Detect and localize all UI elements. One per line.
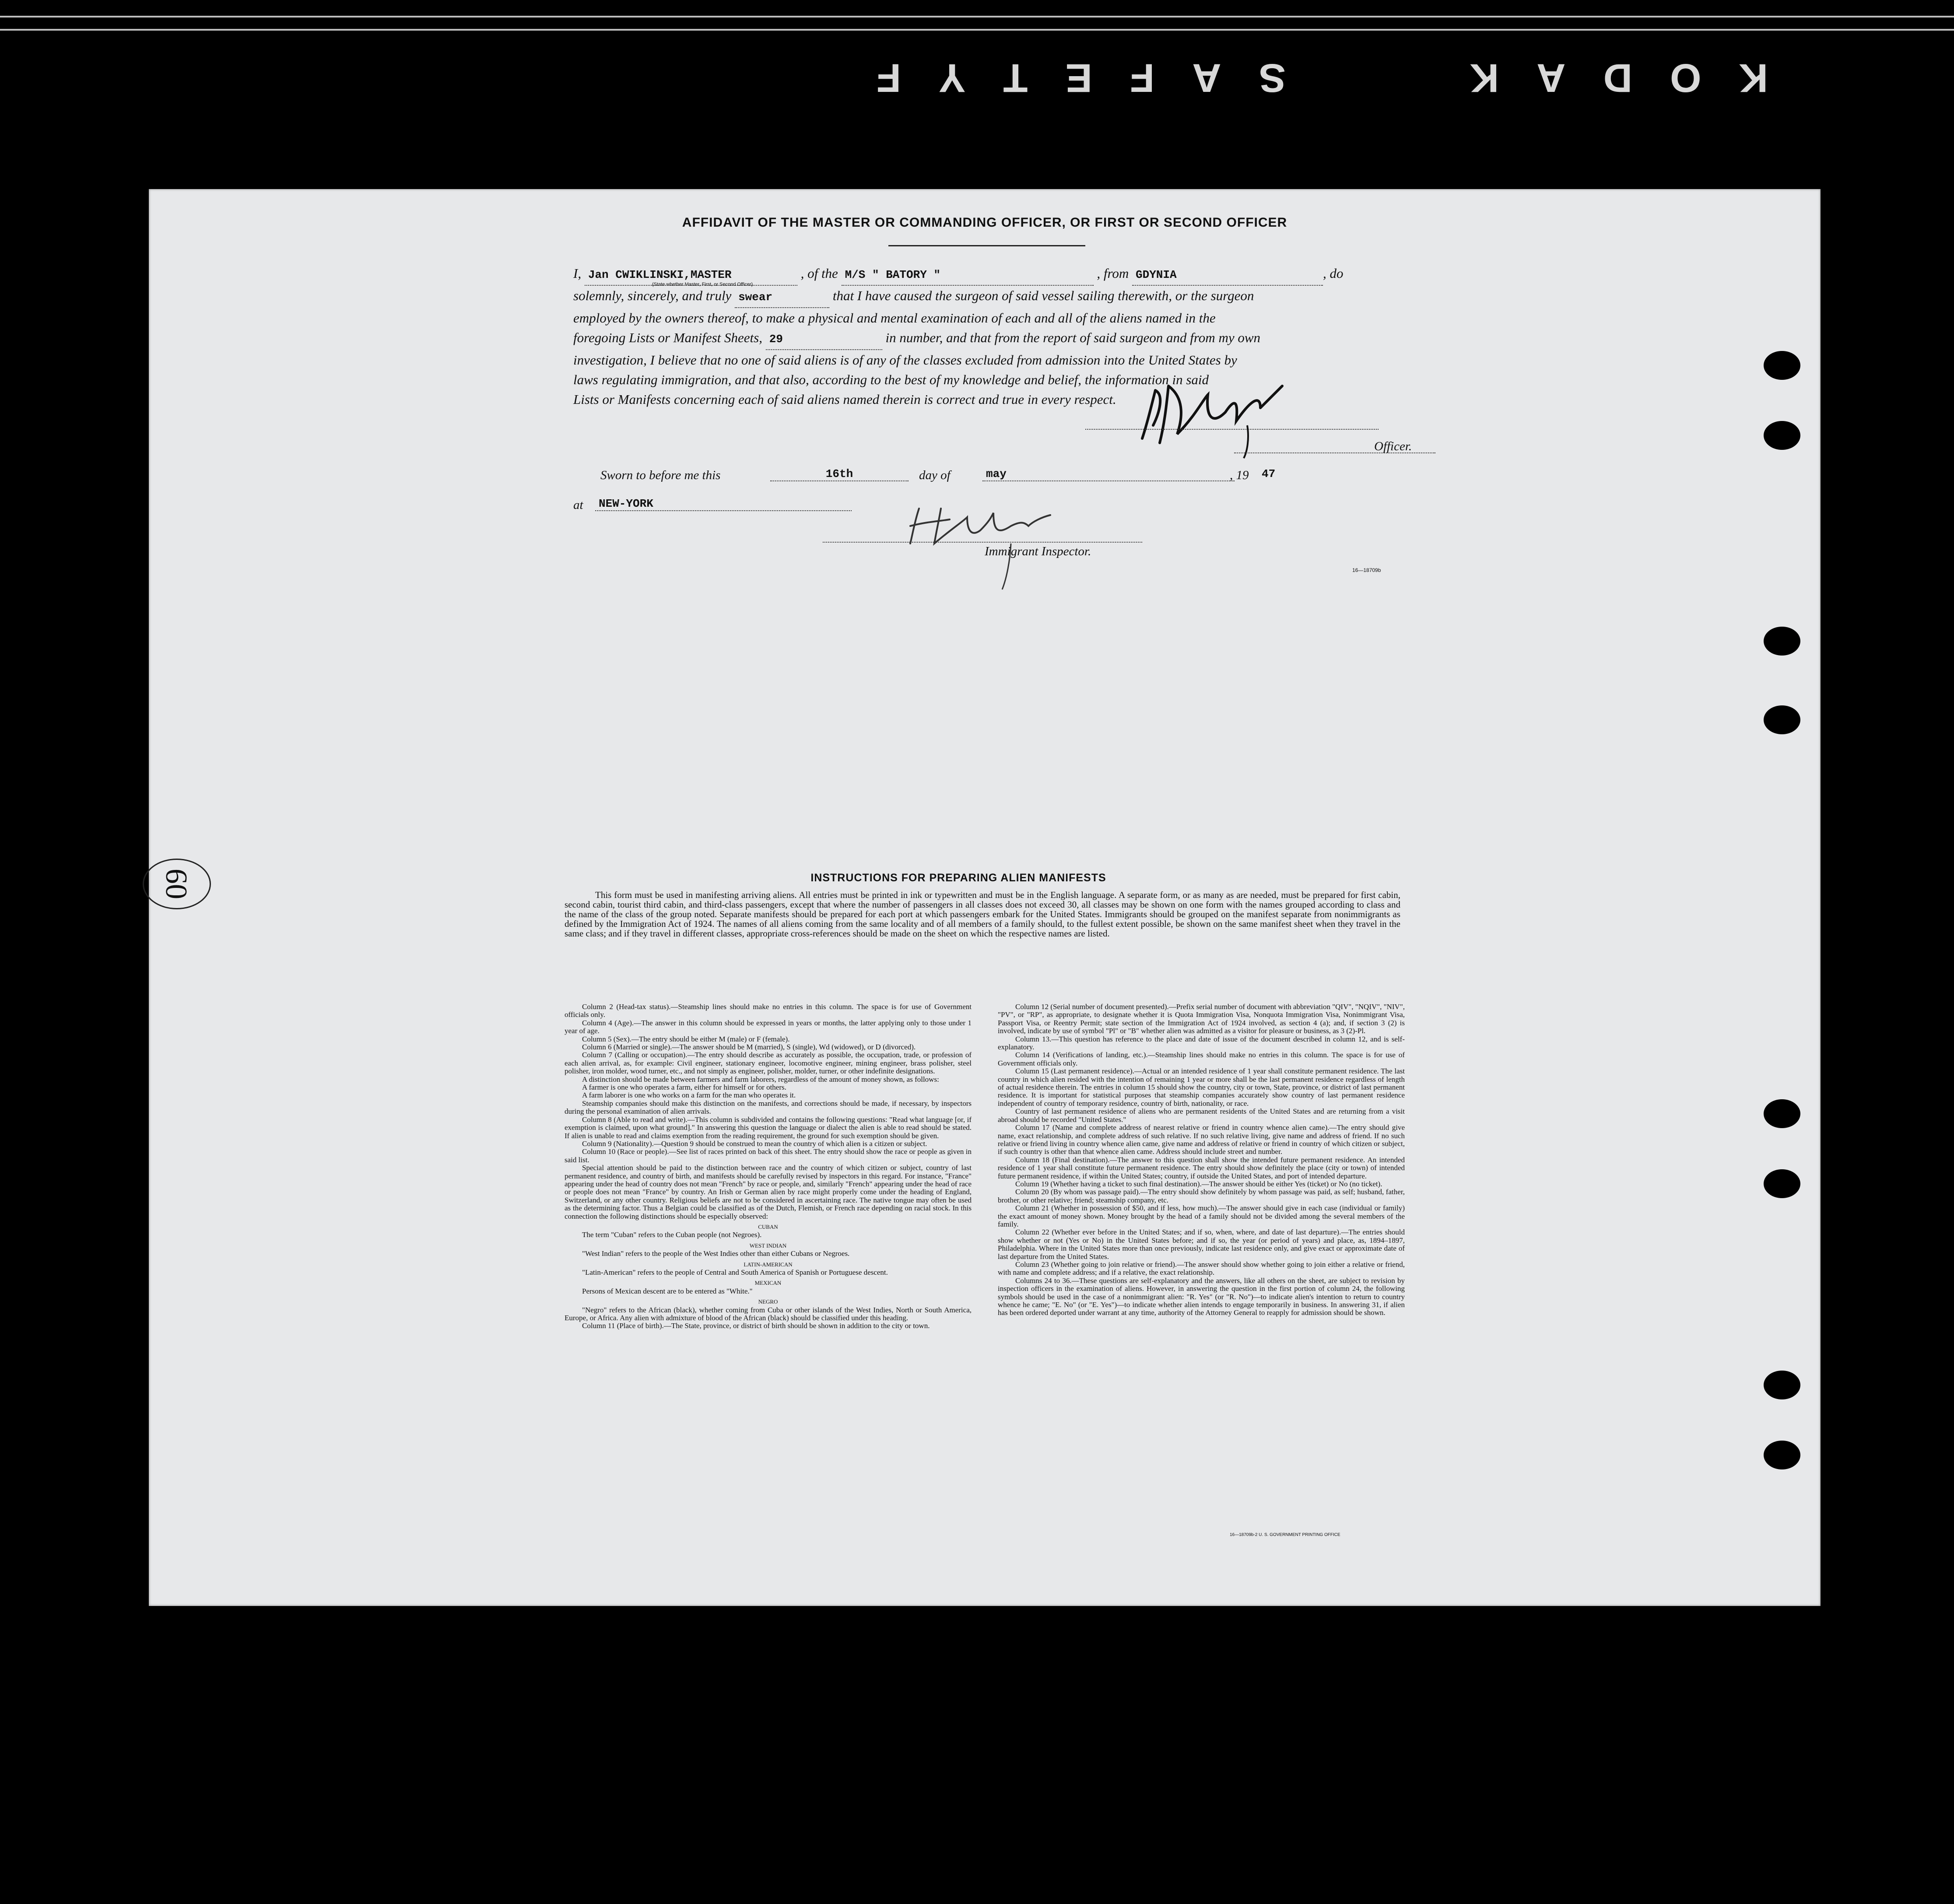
film-edge-line	[0, 29, 1954, 31]
departure-port-field: GDYNIA	[1132, 265, 1323, 286]
instruction-paragraph: Column 7 (Calling or occupation).—The entry should describe as accurately as possible, the occupation, trade, or profession of each alien arrival, as, for example: Civil engineer, stationary engineer, locomotive engineer, mining engineer, brass polisher, steel polisher, iron molder, wood turner, etc., and not simply as engineer, polisher, molder, turner, or other indefinite designations.	[565, 1051, 972, 1076]
oath-type-field: swear	[735, 288, 829, 308]
instructions-left-column	[565, 1003, 972, 1330]
punch-hole	[1764, 1441, 1800, 1469]
sworn-text: Sworn to before me this	[600, 468, 721, 482]
instruction-paragraph: Country of last permanent residence of aliens who are permanent residents of the United States and are returning from a visit abroad should be recorded "United States."	[998, 1107, 1405, 1124]
race-group-heading: LATIN-AMERICAN	[744, 1261, 793, 1268]
sworn-year-prefix: , 19	[1230, 468, 1249, 482]
instruction-paragraph: Column 14 (Verifications of landing, etc.).—Steamship lines should make no entries in this column. The space is for use of Government officials only.	[998, 1051, 1405, 1067]
inspector-signature-line	[823, 542, 1142, 543]
instruction-paragraph: Column 12 (Serial number of document presented).—Prefix serial number of document with abbreviation "QIV", "NQIV", "NIV", "PV", or "RP", as appropriate, to designate whether it is Quota Immigration Visa, Nonquota Immigration Visa, Nonimmigrant Visa, Passport Visa, or Reentry Permit; state section of the Immigration Act of 1924 involved, as section 4 (a); and, if section 3 (2) is involved, indicate by use of symbol "Pl" or "B" whether alien was admitted as a visitor for pleasure or business, as 3 (2)-Pl.	[998, 1003, 1405, 1035]
instruction-paragraph: A distinction should be made between farmers and farm laborers, regardless of the amount of money shown, as follows:	[582, 1075, 939, 1083]
race-group-heading: MEXICAN	[754, 1280, 782, 1287]
officer-label: Officer.	[1374, 439, 1412, 453]
film-edge-line	[0, 16, 1954, 18]
sworn-month-field: may	[982, 467, 1235, 481]
punch-hole	[1764, 421, 1800, 450]
affidavit-text: , do	[1323, 266, 1344, 281]
sworn-year-field: 47	[1262, 467, 1276, 480]
instruction-paragraph: Column 19 (Whether having a ticket to such final destination).—The answer should be either Yes (ticket) or No (no ticket).	[1015, 1179, 1382, 1188]
affidavit-text: in number, and that from the report of said surgeon and from my own	[885, 330, 1261, 345]
printer-footer: 16—18709b-2 U. S. GOVERNMENT PRINTING OFFICE	[1230, 1532, 1340, 1537]
film-edge-code: KODAK SAFETYF	[838, 56, 1768, 100]
instructions-right-column	[998, 1003, 1405, 1317]
instruction-paragraph: Column 4 (Age).—The answer in this column should be expressed in years or months, the latter applying only to those under 1 year of age.	[565, 1018, 972, 1035]
instruction-paragraph: Column 2 (Head-tax status).—Steamship lines should make no entries in this column. The space is for use of Government officials only.	[565, 1003, 972, 1019]
instruction-paragraph: Column 10 (Race or people).—See list of races printed on back of this sheet. The entry should show the race or people as given in said list.	[565, 1147, 972, 1164]
instruction-paragraph: Column 13.—This question has reference to the place and date of issue of the document described in column 12, and is self-explanatory.	[998, 1034, 1405, 1052]
race-group-heading: CUBAN	[758, 1223, 778, 1230]
instruction-paragraph: Special attention should be paid to the distinction between race and the country of which citizen or subject, country of last permanent residence, and country of birth, and manifests should be carefully revised by inspectors in this regard. For instance, "France" appearing under the head of country does not mean "French" by race or people, and, similarly "French" appearing under the head of race or people does not mean "France" by country. An Irish or German alien by race might properly come under the heading of England, Switzerland, or any other country. Religious beliefs are not to be considered in ascertaining race. The native tongue may often be used as the determining factor. Thus a Belgian could be classified as of the Dutch, Flemish, or French race depending on racial stock. In this connection the following distinctions should be especially observed:	[565, 1164, 972, 1220]
affidavit-line: laws regulating immigration, and that also, according to the best of my knowledge and belief, the information in said	[573, 372, 1209, 387]
officer-rank-note: (State whether Master, First, or Second Officer)	[652, 282, 753, 287]
affidavit-text: that I have caused the surgeon of said vessel sailing therewith, or the surgeon	[832, 288, 1254, 303]
instruction-paragraph: Column 6 (Married or single).—The answer should be M (married), S (single), Wd (widowed), or D (divorced).	[582, 1043, 916, 1052]
title-underline	[888, 245, 1085, 246]
instruction-paragraph: Column 9 (Nationality).—Question 9 should be construed to mean the country of which alien is a citizen or subject.	[582, 1139, 927, 1148]
race-group-text: Persons of Mexican descent are to be entered as "White."	[582, 1287, 753, 1295]
instruction-paragraph: Column 17 (Name and complete address of nearest relative or friend in country whence alien came).—The entry should give name, exact relationship, and complete address of such relative. If no such relative living, give name and address of friend. If no such relative or friend living in country whence alien came, give name and address of relative or friend in country of which citizen or subject, if such country is other than that whence alien came. Address should include street and number.	[998, 1123, 1405, 1156]
race-group-heading: WEST INDIAN	[749, 1242, 787, 1249]
officer-signature-line	[1085, 429, 1379, 431]
affidavit-text: , from	[1097, 266, 1129, 281]
instruction-paragraph: Columns 24 to 36.—These questions are self-explanatory and the answers, like all others on the sheet, are subject to revision by inspection officers in the examination of aliens. However, in answering the question in the first portion of column 24, the following symbols should be used in the case of a nonimmigrant alien: "R. Yes" (or "R. No")—to indicate alien's intention to return to country whence he came; "E. No" (or "E. Yes")—to indicate whether alien intends to engage temporarily in business. In answering 31, if alien has been ordered deported under warrant at any time, authority of the Attorney General to reapply for admission should be shown.	[998, 1276, 1405, 1317]
race-group-text: The term "Cuban" refers to the Cuban people (not Negroes).	[582, 1231, 762, 1239]
sworn-place-field: NEW-YORK	[595, 497, 852, 511]
punch-hole	[1764, 627, 1800, 656]
manifest-sheet	[149, 189, 1821, 1606]
sworn-at-text: at	[573, 498, 583, 512]
instruction-paragraph: Column 22 (Whether ever before in the United States; and if so, when, where, and date of last departure).—The entries should show whether or not (Yes or No) in the United States before; and if so, the year (or period of years) and place, as, 1894–1897, Philadelphia. Where in the United States more than once previously, indicate last residence only, and give exact or approximate date of last departure from the United States.	[998, 1228, 1405, 1261]
instruction-paragraph: Column 5 (Sex).—The entry should be either M (male) or F (female).	[582, 1034, 790, 1043]
race-group-text: "Latin-American" refers to the people of Central and South America of Spanish or Portuguese descent.	[582, 1268, 888, 1276]
race-group-heading: NEGRO	[758, 1298, 778, 1305]
instruction-paragraph: Column 23 (Whether going to join relative or friend).—The answer should show whether going to join either a relative or friend, with name and complete address; and if a relative, the exact relationship.	[998, 1260, 1405, 1277]
sheet-count-field: 29	[766, 330, 882, 350]
instruction-paragraph: Column 21 (Whether in possession of $50, and if less, how much).—The answer should give in each case (individual or family) the exact amount of money shown. Money brought by the head of a family should not be divided among the several members of the family.	[998, 1204, 1405, 1228]
punch-hole	[1764, 1371, 1800, 1399]
punch-hole	[1764, 351, 1800, 380]
affidavit-line: Lists or Manifests concerning each of said aliens named therein is correct and true in every respect.	[573, 392, 1116, 407]
instruction-paragraph: A farm laborer is one who works on a farm for the man who operates it.	[582, 1091, 796, 1100]
instruction-paragraph: Column 20 (By whom was passage paid).—The entry should show definitely by whom passage was paid, as self; husband, father, brother, or other relative; friend; steamship company, etc.	[998, 1188, 1405, 1204]
inspector-signature	[902, 495, 1077, 592]
instruction-paragraph: Column 11 (Place of birth).—The State, province, or district of birth should be shown in addition to the city or town.	[582, 1322, 930, 1330]
instruction-paragraph: Column 18 (Final destination).—The answer to this question shall show the intended future permanent residence. An intended residence of 1 year shall constitute future permanent residence. The entry should show definitely the place (city or town) of intended future permanent residence, if within the United States; country, if outside the United States, and port of intended departure.	[998, 1155, 1405, 1180]
inspector-label: Immigrant Inspector.	[985, 544, 1091, 558]
margin-circled-number: 09	[143, 859, 211, 909]
sworn-day-of-text: day of	[919, 468, 951, 482]
affidavit-title: AFFIDAVIT OF THE MASTER OR COMMANDING OFFICER, OR FIRST OR SECOND OFFICER	[682, 215, 1287, 230]
punch-hole	[1764, 705, 1800, 734]
vessel-name-field: M/S " BATORY "	[842, 265, 1094, 286]
instructions-title: INSTRUCTIONS FOR PREPARING ALIEN MANIFESTS	[810, 872, 1106, 884]
sworn-day-field: 16th	[770, 467, 909, 481]
instruction-paragraph: Column 8 (Able to read and write).—This column is subdivided and contains the following questions: "Read what language [or, if exemption is claimed, upon what ground]." In answering this question the language or dialect the alien is able to read should be stated. If alien is unable to read and claims exemption from the reading requirement, the ground for such exemption should be given.	[565, 1115, 972, 1140]
affidavit-line: investigation, I believe that no one of said aliens is of any of the classes excluded from admission into the United States by	[573, 352, 1237, 368]
race-group-text: "Negro" refers to the African (black), whether coming from Cuba or other islands of the West Indies, North or South America, Europe, or Africa. Any alien with admixture of blood of the African (black) should be classified under this heading.	[565, 1305, 972, 1322]
affidavit-text: foregoing Lists or Manifest Sheets,	[573, 330, 762, 345]
master-signature	[1129, 373, 1313, 460]
form-number: 16—18709b	[1352, 567, 1381, 573]
punch-hole	[1764, 1169, 1800, 1198]
affidavit-text: I,	[573, 266, 582, 281]
master-name-field: Jan CWIKLINSKI,MASTER	[585, 265, 797, 286]
instructions-intro: This form must be used in manifesting arriving aliens. All entries must be printed in ink or typewritten and must be in the English language. A separate form, or as many as are needed, must be prepared for first cabin, second cabin, tourist third cabin, and third-class passengers, except that where the number of passengers in all classes does not exceed 30, all classes may be shown on one form with the names grouped according to class and the name of the class of the group noted. Separate manifests should be prepared for each port at which passengers embark for the United States. Immigrants should be grouped on the manifest separate from nonimmigrants as defined by the Immigration Act of 1924. The names of all aliens coming from the same locality and of all members of a family should, to the fullest extent possible, be shown on the same manifest sheet when they travel in the same class; and if they travel in different classes, appropriate cross-references should be made on the sheet on which the respective names are listed.	[565, 890, 1400, 939]
instruction-paragraph: A farmer is one who operates a farm, either for himself or for others.	[582, 1083, 786, 1092]
affidavit-text: , of the	[800, 266, 838, 281]
affidavit-line: employed by the owners thereof, to make a physical and mental examination of each and all of the aliens named in the	[573, 310, 1216, 326]
punch-hole	[1764, 1099, 1800, 1128]
race-group-text: "West Indian" refers to the people of the West Indies other than either Cubans or Negroes.	[582, 1249, 850, 1258]
affidavit-text: solemnly, sincerely, and truly	[573, 288, 732, 303]
instruction-paragraph: Column 15 (Last permanent residence).—Actual or an intended residence of 1 year shall constitute permanent residence. The last country in which alien resided with the intention of remaining 1 year or more shall be the last permanent residence regardless of length of actual residence therein. The entries in column 15 should show the country, city or town, State, province, or district of last permanent residence. It is important for statistical purposes that steamship companies accurately show country of last permanent residence independent of country of temporary residence, country of birth, nationality, or race.	[998, 1067, 1405, 1108]
instruction-paragraph: Steamship companies should make this distinction on the manifests, and corrections should be made, if necessary, by inspectors during the personal examination of alien arrivals.	[565, 1099, 972, 1116]
